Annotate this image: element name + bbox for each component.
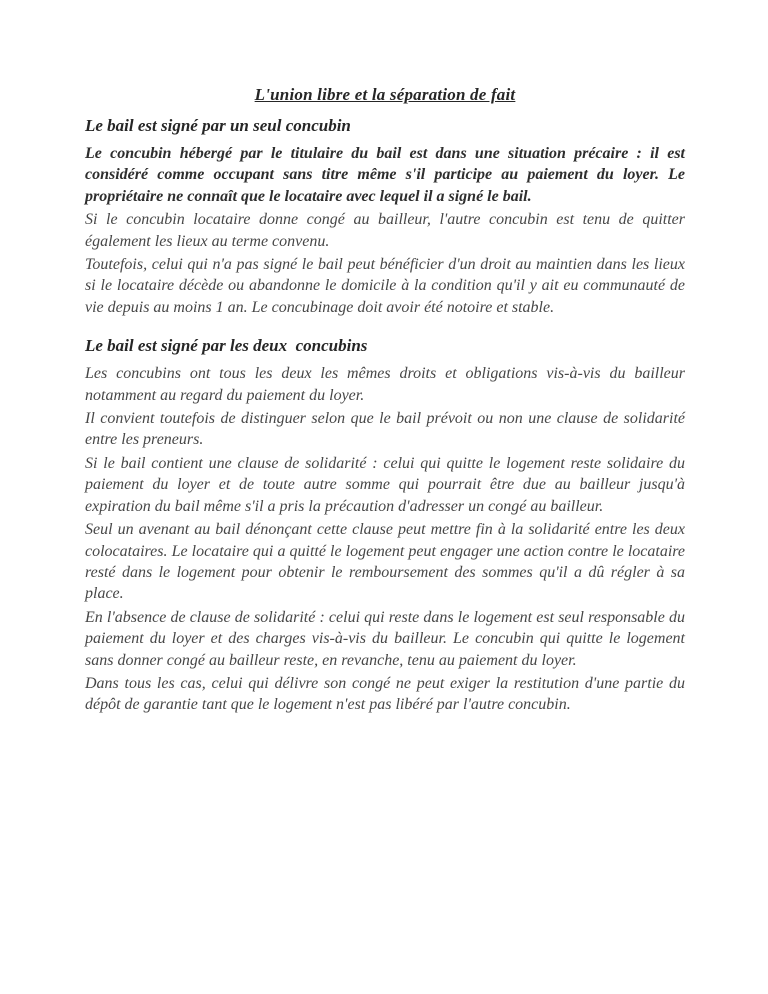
section-bail-un-seul-concubin	[85, 115, 685, 318]
paragraph: Il convient toutefois de distinguer selon que le bail prévoit ou non une clause de solidarité entre les preneurs.	[85, 410, 685, 449]
paragraph: Si le bail contient une clause de solidarité : celui qui quitte le logement reste solidaire du paiement du loyer et de toute autre somme qui pourrait être due au bailleur jusqu'à expiration du bail même s'il a pris la précaution d'adresser un congé au bailleur.	[85, 454, 685, 515]
paragraph: Dans tous les cas, celui qui délivre son congé ne peut exiger la restitution d'une partie du dépôt de garantie tant que le logement n'est pas libéré par l'autre concubin.	[85, 674, 685, 714]
paragraph: Si le concubin locataire donne congé au bailleur, l'autre concubin est tenu de quitter également les lieux au terme convenu.	[85, 211, 685, 250]
section-heading-deux-concubins: Le bail est signé par les deux concubins	[85, 336, 368, 356]
paragraph: Toutefois, celui qui n'a pas signé le bail peut bénéficier d'un droit au maintien dans les lieux si le locataire décède ou abandonne le domicile à la condition qu'il y ait eu communauté de vie depuis au moins 1 an. Le concubinage doit avoir été notoire et stable.	[85, 256, 685, 316]
document-title: L'union libre et la séparation de fait	[254, 85, 516, 104]
paragraph: En l'absence de clause de solidarité : celui qui reste dans le logement est seul responsable du paiement du loyer et des charges vis-à-vis du bailleur. Le concubin qui quitte le logement sans donner congé au bailleur reste, en revanche, tenu au paiement du loyer.	[85, 608, 685, 669]
paragraph: Seul un avenant au bail dénonçant cette clause peut mettre fin à la solidarité entre les deux colocataires. Le locataire qui a quitté le logement peut engager une action contre le locataire resté dans le logement pour obtenir le remboursement des sommes qu'il a dû régler à sa place.	[85, 521, 685, 603]
section-bail-deux-concubins	[85, 335, 685, 716]
paragraph: Les concubins ont tous les deux les mêmes droits et obligations vis-à-vis du bailleur notamment au regard du paiement du loyer.	[85, 365, 685, 404]
paragraph: Le concubin hébergé par le titulaire du bail est dans une situation précaire : il est considéré comme occupant sans titre même s'il participe au paiement du loyer. Le propriétaire ne connaît que le locataire avec lequel il a signé le bail.	[85, 145, 685, 205]
section-heading-un-seul-concubin: Le bail est signé par un seul concubin	[85, 116, 351, 135]
